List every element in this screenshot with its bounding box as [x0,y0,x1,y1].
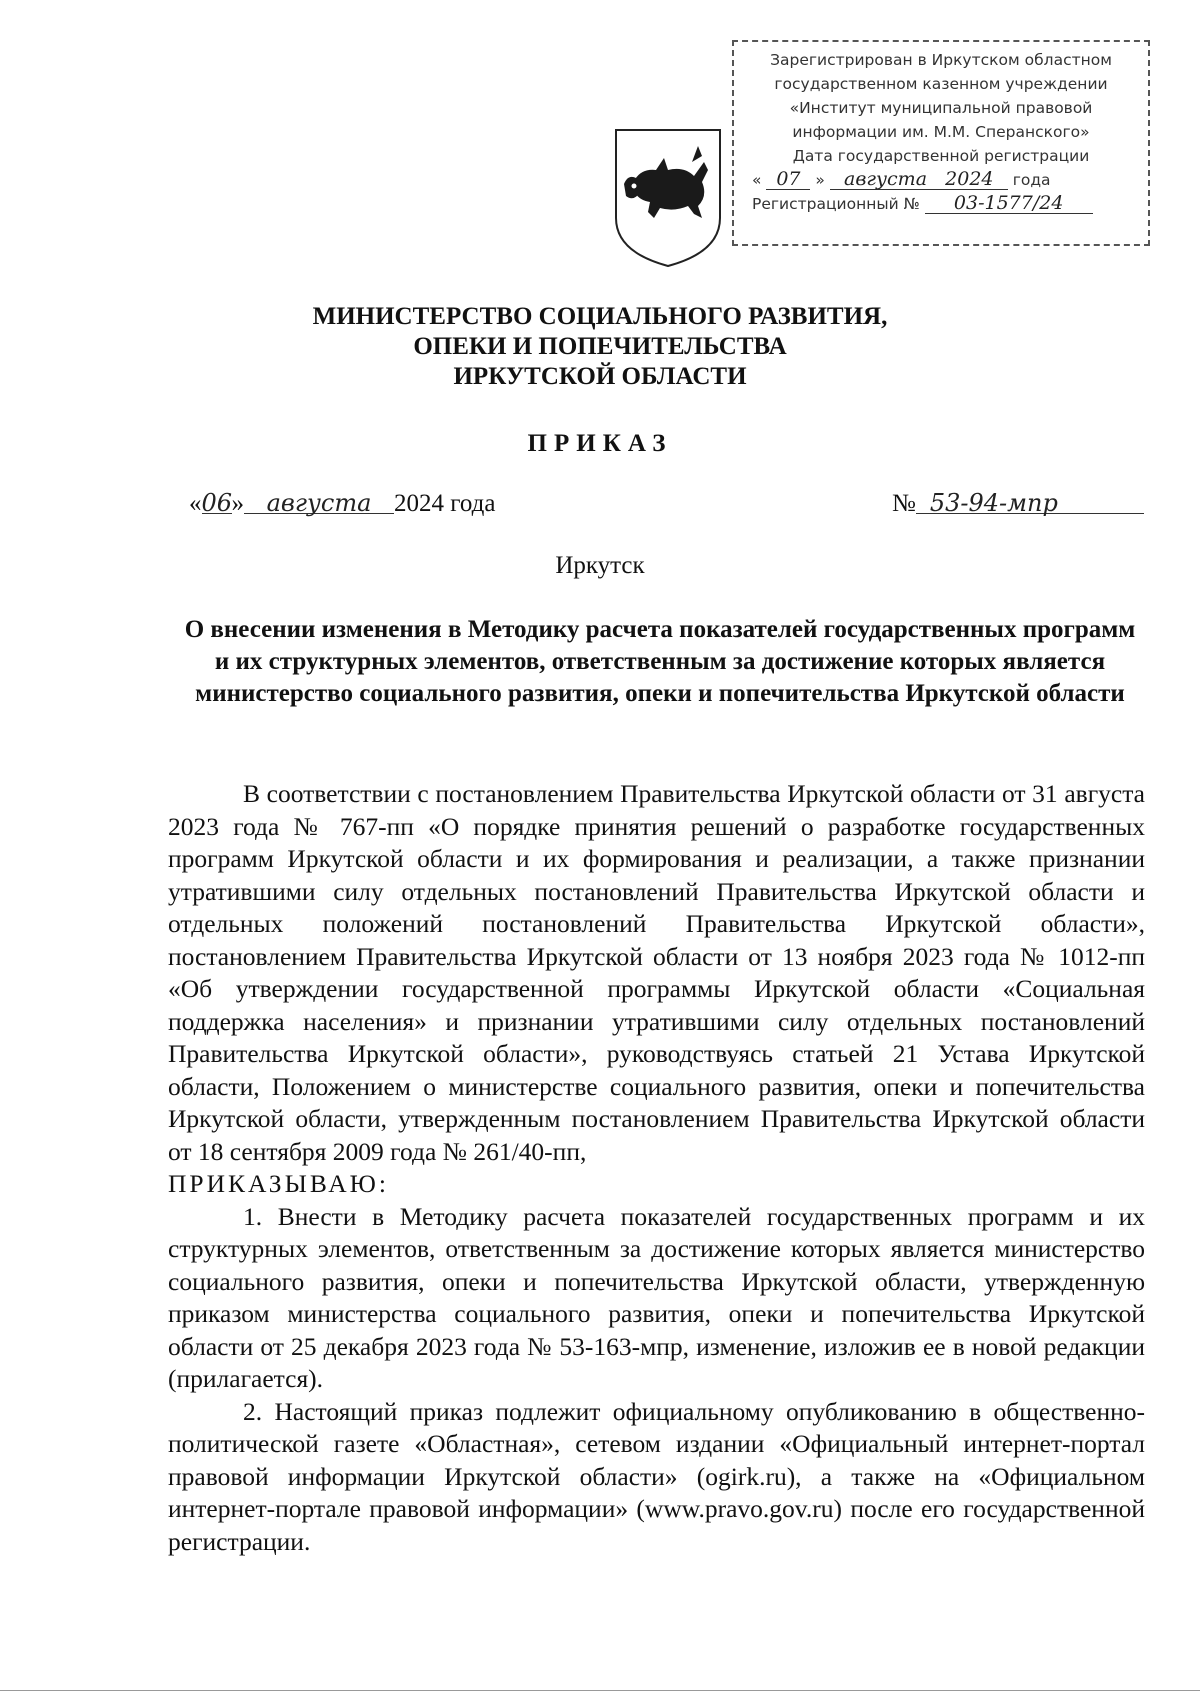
stamp-date-mid: » [815,171,825,189]
order-item-2: 2. Настоящий приказ подлежит официальному опубликованию в общественно-политической газете «Областная», сетевом издании «Официальный интернет-портал правовой информации Иркутской области» (ogirk.ru), а также на «Официальном интернет-портале правовой информации» (www.pravo.gov.ru) после его государственной регистрации. [168,1396,1145,1556]
preamble-paragraph: В соответствии с постановлением Правительства Иркутской области от 31 августа 2023 года № 767-пп «О порядке принятия решений о разработке государственных программ Иркутской области и их формирования и реализации, а также признании утратившими силу отдельных постановлений Правительства Иркутской области и отдельных положений постановлений Правительства Иркутской области», постановлением Правительства Иркутской области от 13 ноября 2023 года № 1012-пп «Об утверждении государственной программы Иркутской области «Социальная поддержка населения» и признании утратившими силу отдельных постановлений Правительства Иркутской области», руководствуясь статьей 21 Устава Иркутской области, Положением о министерстве социального развития, опеки и попечительства Иркутской области, утвержденным постановлением Правительства Иркутской области от 18 сентября 2009 года № 261/40-пп, [168,779,1145,1166]
stamp-reg-label: Регистрационный № [752,195,920,213]
ministry-line-2: ОПЕКИ И ПОПЕЧИТЕЛЬСТВА [413,333,787,360]
order-item-1: 1. Внести в Методику расчета показателей государственных программ и их структурных элементов, ответственным за достижение которых является министерство социального развития, опеки и попечительства Иркутской области, утвержденную приказом министерства социального развития, опеки и попечительства Иркутской области от 25 декабря 2023 года № 53-163-мпр, изменение, изложив ее в новой редакции (прилагается). [168,1201,1145,1393]
stamp-reg-number: 03-1577/24 [925,193,1093,214]
page-bottom-rule [0,1690,1200,1691]
order-date-month: августа [244,493,394,514]
order-date-day: 06 [201,489,233,517]
order-date [189,490,495,518]
stamp-date-open: « [752,171,762,189]
stamp-registration-number [734,192,1148,216]
order-date-year: 2024 года [394,490,496,517]
order-subject: О внесении изменения в Методику расчета показателей государственных программ и их структурных элементов, ответственным за достижение которых является министерство социального развития, опеки и попечительства Иркутской области [184,616,1136,707]
stamp-date-month: августа [844,168,928,190]
stamp-date-year: 2024 [945,168,994,190]
order-city: Иркутск [555,552,645,579]
stamp-date-year-word: года [1012,171,1051,189]
coat-of-arms-icon [610,126,726,268]
registration-stamp [732,40,1150,246]
stamp-line-5: Дата государственной регистрации [792,147,1090,165]
stamp-line-3: «Институт муниципальной правовой [789,99,1093,117]
ministry-line-3: ИРКУТСКОЙ ОБЛАСТИ [453,363,747,390]
stamp-line-1: Зарегистрирован в Иркутском областном [770,51,1112,69]
order-body [168,778,1145,1558]
order-date-close: » [231,490,244,517]
stamp-date-day: 07 [766,169,810,190]
order-number [892,490,1144,518]
stamp-line-4: информации им. М.М. Сперанского» [792,123,1090,141]
stamp-registration-date [734,168,1148,192]
order-title: ПРИКАЗ [527,430,673,457]
stamp-date-month-year [830,169,1008,190]
order-number-value: 53-94-мпр [916,493,1144,514]
order-verb: ПРИКАЗЫВАЮ: [168,1169,389,1198]
order-date-open: « [189,490,202,517]
order-number-label: № [892,490,916,517]
stamp-line-2: государственном казенном учреждении [774,75,1108,93]
ministry-name [0,302,1200,392]
ministry-line-1: МИНИСТЕРСТВО СОЦИАЛЬНОГО РАЗВИТИЯ, [312,303,888,330]
